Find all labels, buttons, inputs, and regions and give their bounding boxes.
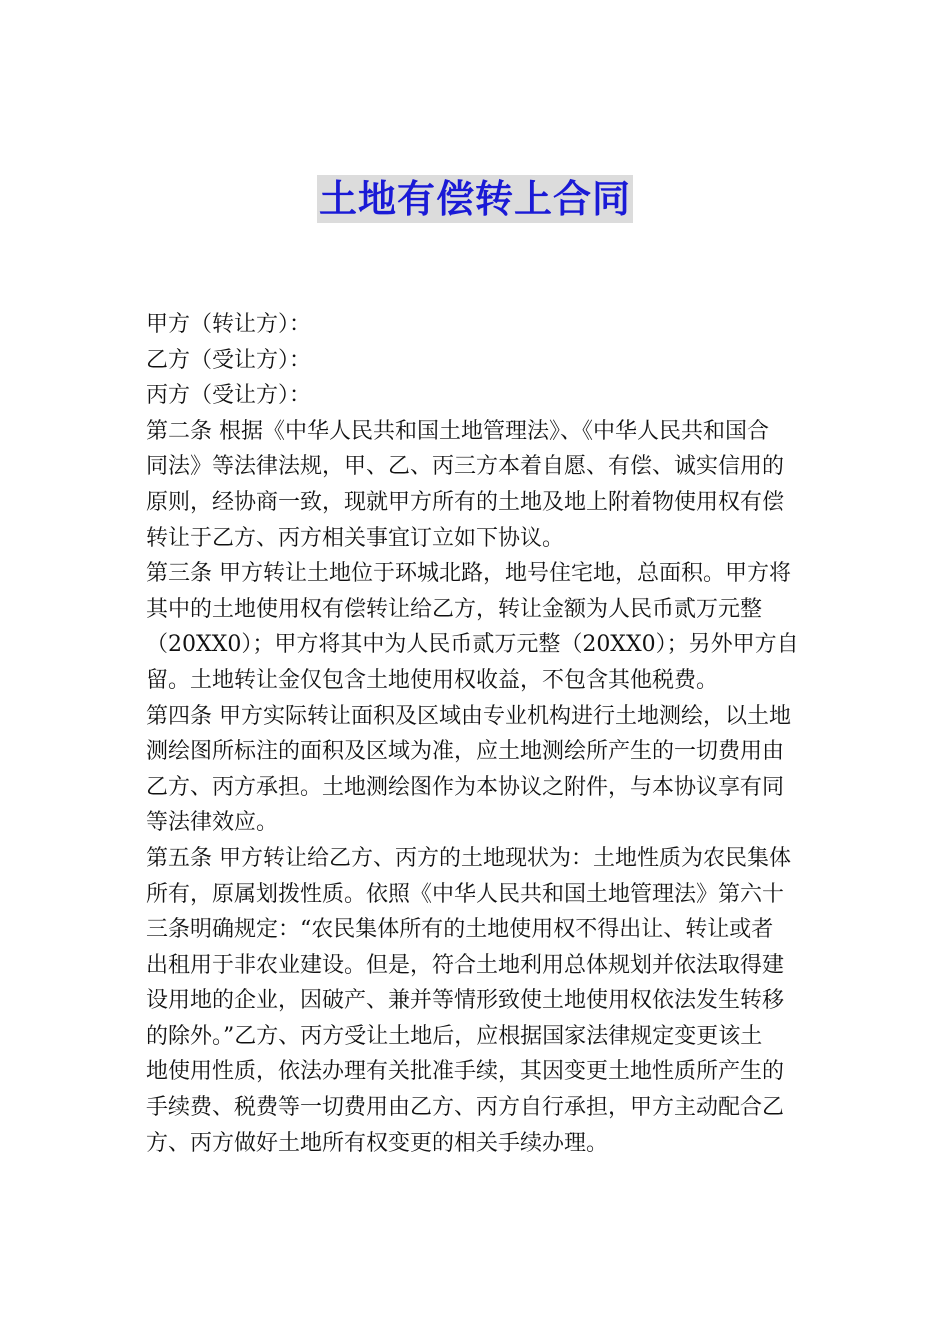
body-line: 所有，原属划拨性质。依照《中华人民共和国土地管理法》第六十 bbox=[146, 881, 785, 907]
body-line: 第五条 甲方转让给乙方、丙方的土地现状为：土地性质为农民集体 bbox=[146, 845, 791, 871]
body-line: 地使用性质，依法办理有关批准手续，其因变更土地性质所产生的 bbox=[146, 1059, 785, 1085]
body-line: 乙方、丙方承担。土地测绘图作为本协议之附件，与本协议享有同 bbox=[146, 774, 785, 800]
body-line: 同法》等法律法规，甲、乙、丙三方本着自愿、有偿、诚实信用的 bbox=[146, 454, 785, 480]
body-line: 甲方（转让方）： bbox=[146, 312, 312, 337]
body-line: 三条明确规定：“农民集体所有的土地使用权不得出让、转让或者 bbox=[146, 917, 774, 943]
body-line: 原则，经协商一致，现就甲方所有的土地及地上附着物使用权有偿 bbox=[146, 489, 785, 515]
body-line: 乙方（受让方）： bbox=[146, 347, 312, 373]
body-line: 第三条 甲方转让土地位于环城北路，地号住宅地，总面积。甲方将 bbox=[146, 561, 791, 587]
document-title: 土地有偿转上合同 bbox=[318, 177, 631, 221]
title-container bbox=[0, 175, 950, 223]
body-line: 等法律效应。 bbox=[146, 810, 279, 836]
body-line: 转让于乙方、丙方相关事宜订立如下协议。 bbox=[146, 525, 565, 551]
body-line: 测绘图所标注的面积及区域为准，应土地测绘所产生的一切费用由 bbox=[146, 739, 785, 765]
body-line: 留。土地转让金仅包含土地使用权收益，不包含其他税费。 bbox=[146, 667, 719, 693]
body-line: 丙方（受让方）： bbox=[146, 383, 312, 409]
body-line: （20XX0）；甲方将其中为人民币贰万元整（20XX0）；另外甲方自 bbox=[146, 632, 799, 658]
body-line: 的除外。”乙方、丙方受让土地后，应根据国家法律规定变更该土 bbox=[146, 1023, 763, 1049]
body-line: 手续费、税费等一切费用由乙方、丙方自行承担，甲方主动配合乙 bbox=[146, 1095, 785, 1121]
body-line: 第四条 甲方实际转让面积及区域由专业机构进行土地测绘，以土地 bbox=[146, 703, 791, 729]
body-line: 出租用于非农业建设。但是，符合土地利用总体规划并依法取得建 bbox=[146, 952, 785, 978]
body-line: 方、丙方做好土地所有权变更的相关手续办理。 bbox=[146, 1130, 609, 1156]
document-body bbox=[146, 307, 806, 1161]
body-line: 第二条 根据《中华人民共和国土地管理法》、《中华人民共和国合 bbox=[146, 418, 769, 444]
body-line: 其中的土地使用权有偿转让给乙方，转让金额为人民币贰万元整 bbox=[146, 596, 763, 622]
body-line: 设用地的企业，因破产、兼并等情形致使土地使用权依法发生转移 bbox=[146, 988, 785, 1014]
